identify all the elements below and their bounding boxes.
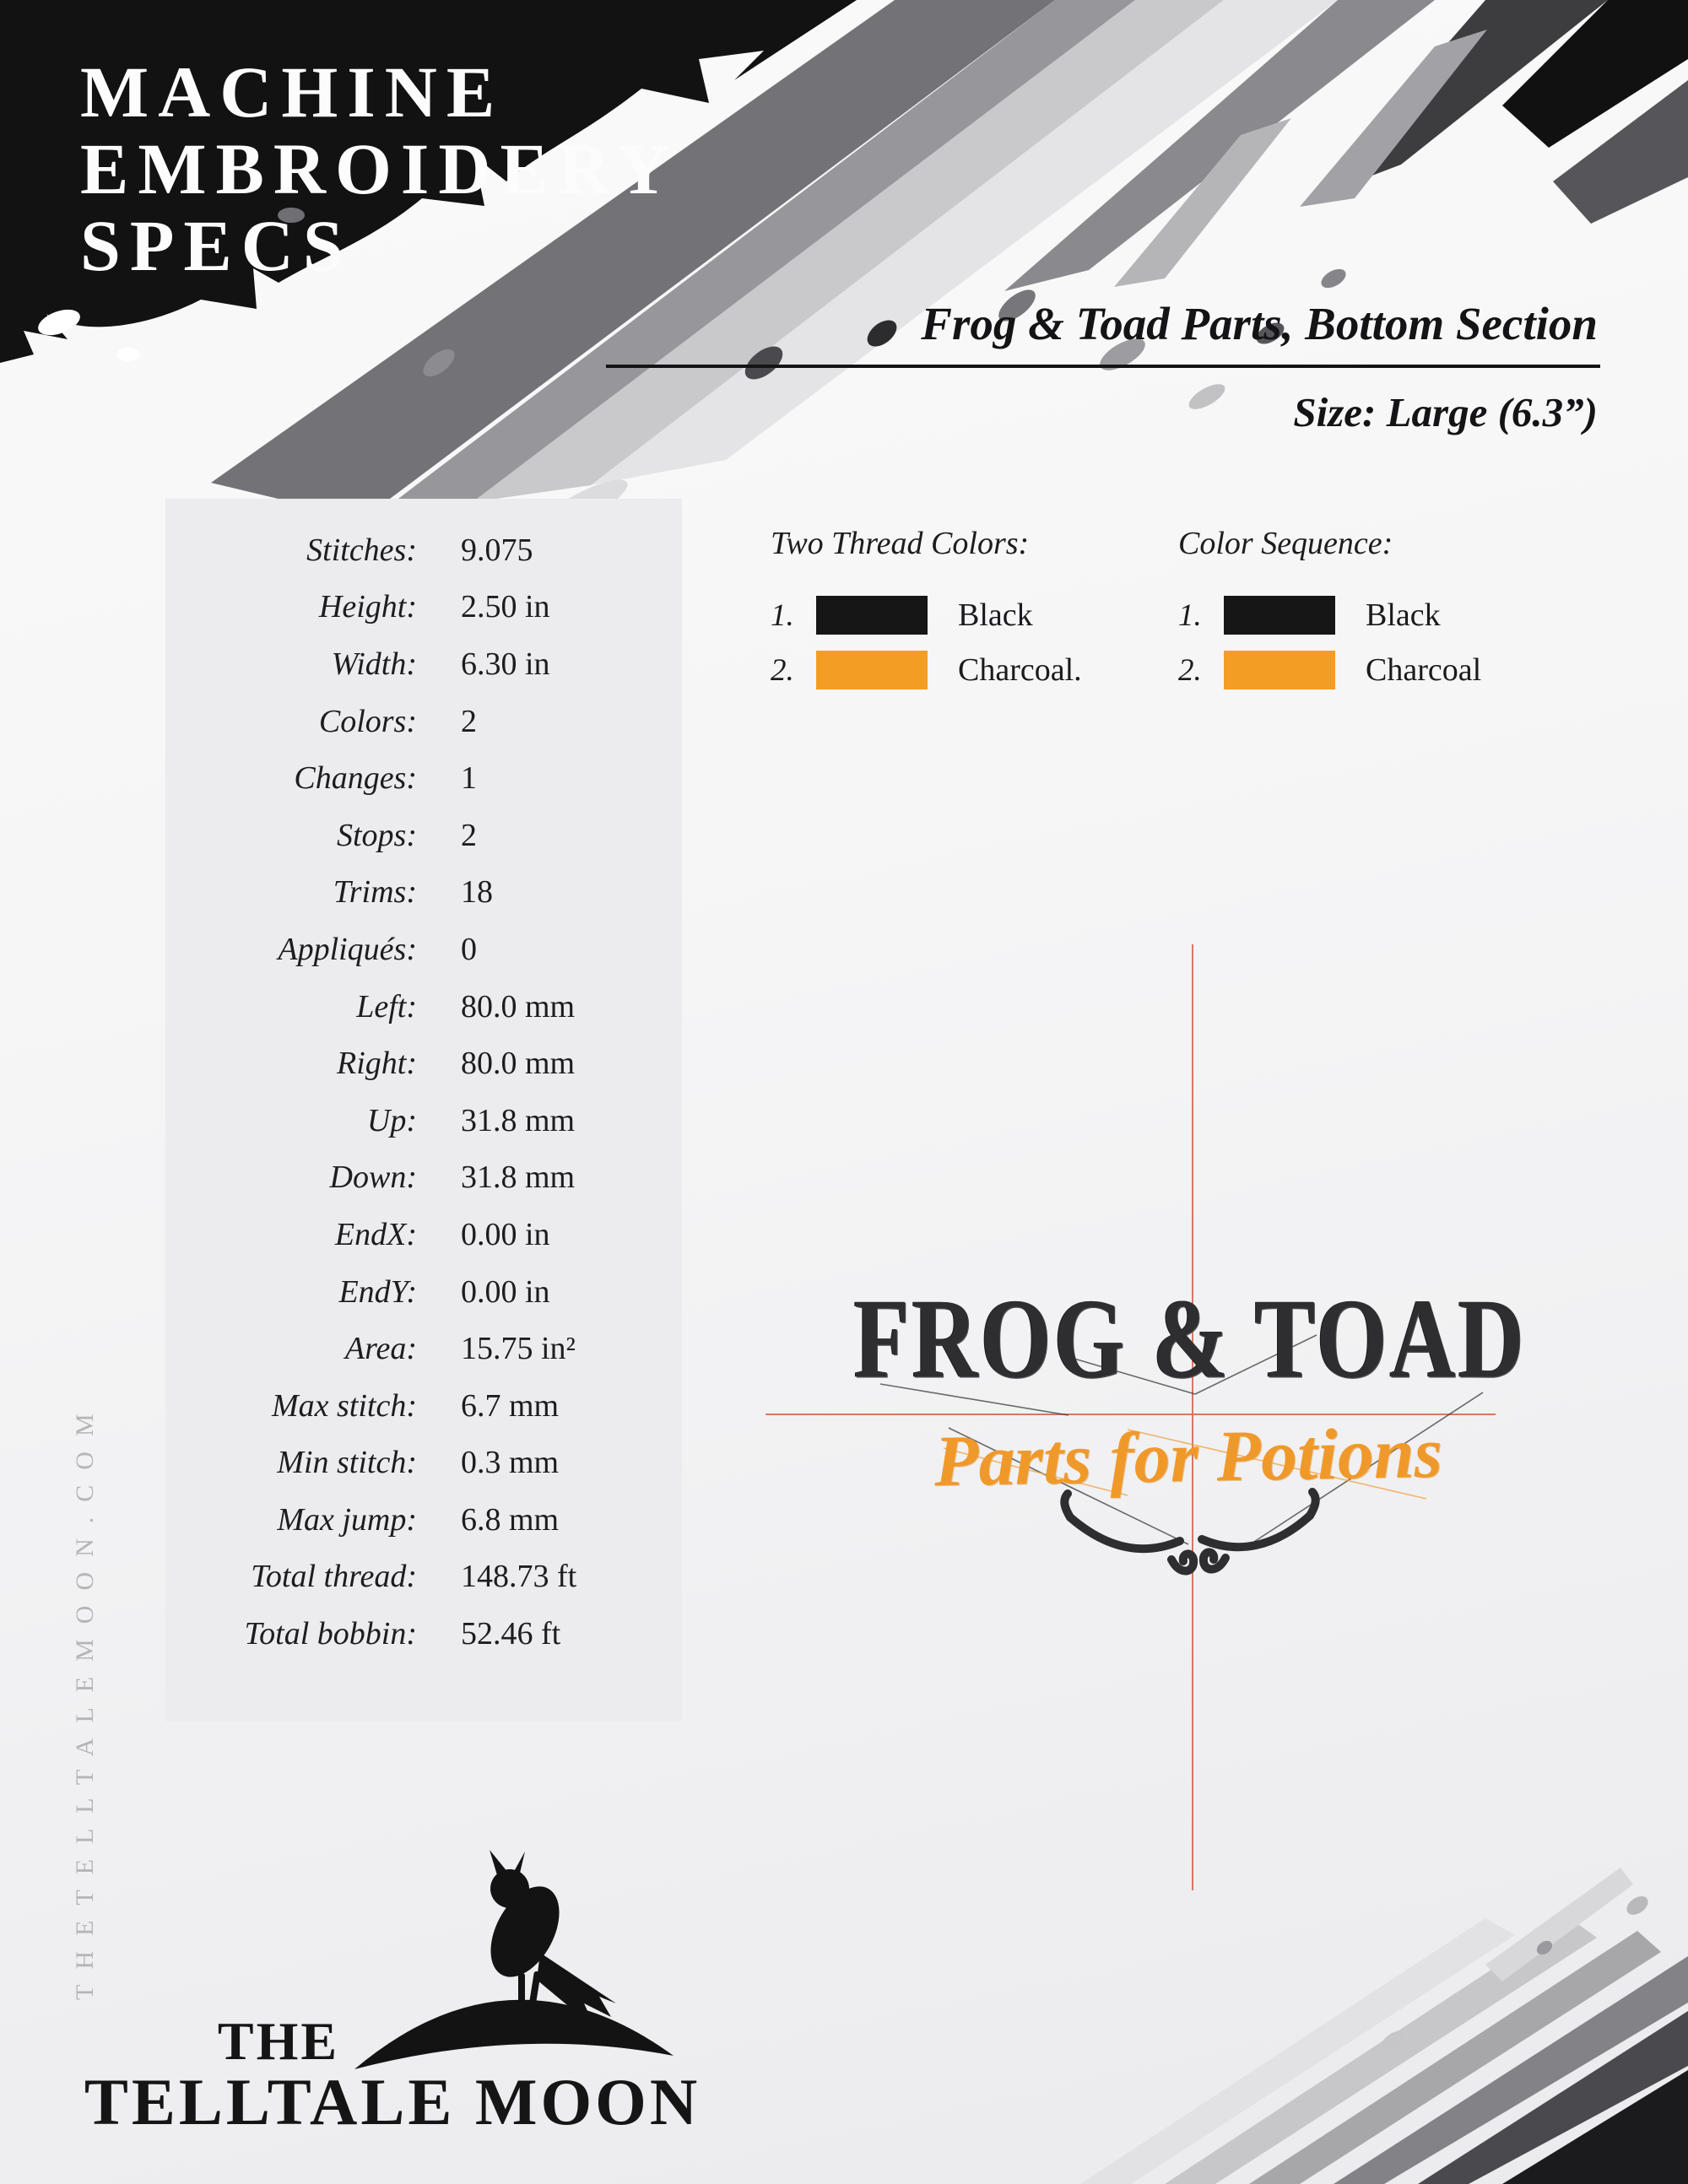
thread-colors-heading: Two Thread Colors: [771, 526, 1030, 561]
brand-word-the: THE [217, 2011, 340, 2071]
spec-label: Total bobbin: [244, 1616, 417, 1652]
thread-item-number: 1. [771, 597, 794, 633]
spec-label: EndY: [338, 1273, 417, 1310]
design-size-label: Size: Large (6.3”) [1293, 389, 1598, 435]
spec-label: Left: [356, 988, 417, 1024]
spec-label: Appliqués: [278, 931, 417, 967]
spec-value: 80.0 mm [461, 1046, 576, 1082]
spec-label: Stops: [337, 817, 417, 853]
spec-value: 0.3 mm [461, 1445, 560, 1481]
page-title-line-2: EMBROIDERY [80, 128, 679, 209]
spec-label: Width: [331, 646, 417, 682]
spec-label: Right: [337, 1046, 417, 1082]
spec-value: 0 [461, 931, 477, 967]
spec-value: 18 [461, 874, 493, 911]
spec-value: 31.8 mm [461, 1160, 576, 1196]
spec-value: 148.73 ft [461, 1559, 577, 1595]
spec-value: 52.46 ft [461, 1616, 561, 1652]
brush-stroke-corner-art [1030, 1846, 1688, 2184]
spec-label: Trims: [333, 874, 417, 911]
spec-label: Max jump: [277, 1501, 417, 1538]
spec-value: 2 [461, 703, 477, 739]
spec-label: Stitches: [306, 532, 417, 568]
spec-label: Min stitch: [277, 1445, 417, 1481]
spec-value: 1 [461, 760, 477, 797]
embroidery-design-subtitle: Parts for Potions [933, 1411, 1443, 1502]
page-title-line-1: MACHINE [80, 51, 505, 132]
thread-color-label: Charcoal. [958, 652, 1082, 688]
spec-label: Colors: [318, 703, 417, 739]
spec-label: Max stitch: [271, 1387, 417, 1424]
flourish-scroll-icon [1064, 1492, 1315, 1571]
color-sequence-heading: Color Sequence: [1178, 526, 1393, 561]
embroidery-design-title: FROG & TOAD [853, 1276, 1527, 1403]
spec-value: 6.7 mm [461, 1387, 560, 1424]
spec-value: 0.00 in [461, 1273, 550, 1310]
thread-item-number: 2. [1178, 652, 1202, 688]
spec-value: 2.50 in [461, 589, 550, 625]
spec-label: Up: [366, 1102, 417, 1138]
spec-value: 80.0 mm [461, 988, 576, 1024]
spec-label: Height: [318, 589, 417, 625]
page-title-line-3: SPECS [80, 205, 353, 286]
website-url-vertical: THETELLTALEMOON.COM [71, 1398, 99, 2000]
spec-label: EndX: [334, 1216, 417, 1252]
spec-label: Down: [329, 1160, 417, 1196]
spec-value: 6.30 in [461, 646, 550, 682]
thread-item-number: 2. [771, 652, 794, 688]
design-title: Frog & Toad Parts, Bottom Section [921, 298, 1598, 349]
spec-label: Area: [344, 1331, 417, 1367]
spec-value: 9.075 [461, 532, 533, 568]
spec-value: 0.00 in [461, 1216, 550, 1252]
spec-value: 15.75 in² [461, 1331, 576, 1367]
thread-color-label: Charcoal [1366, 652, 1482, 688]
thread-item-number: 1. [1178, 597, 1202, 633]
thread-color-label: Black [958, 597, 1033, 633]
brand-word-telltale-moon: TELLTALE MOON [84, 2065, 701, 2138]
spec-value: 2 [461, 817, 477, 853]
thread-color-label: Black [1366, 597, 1441, 633]
crow-on-crescent-moon-icon [346, 1845, 684, 2073]
crescent-moon [354, 2000, 674, 2069]
spec-value: 31.8 mm [461, 1102, 576, 1138]
spec-value: 6.8 mm [461, 1501, 560, 1538]
spec-label: Total thread: [251, 1559, 417, 1595]
spec-label: Changes: [294, 760, 417, 797]
